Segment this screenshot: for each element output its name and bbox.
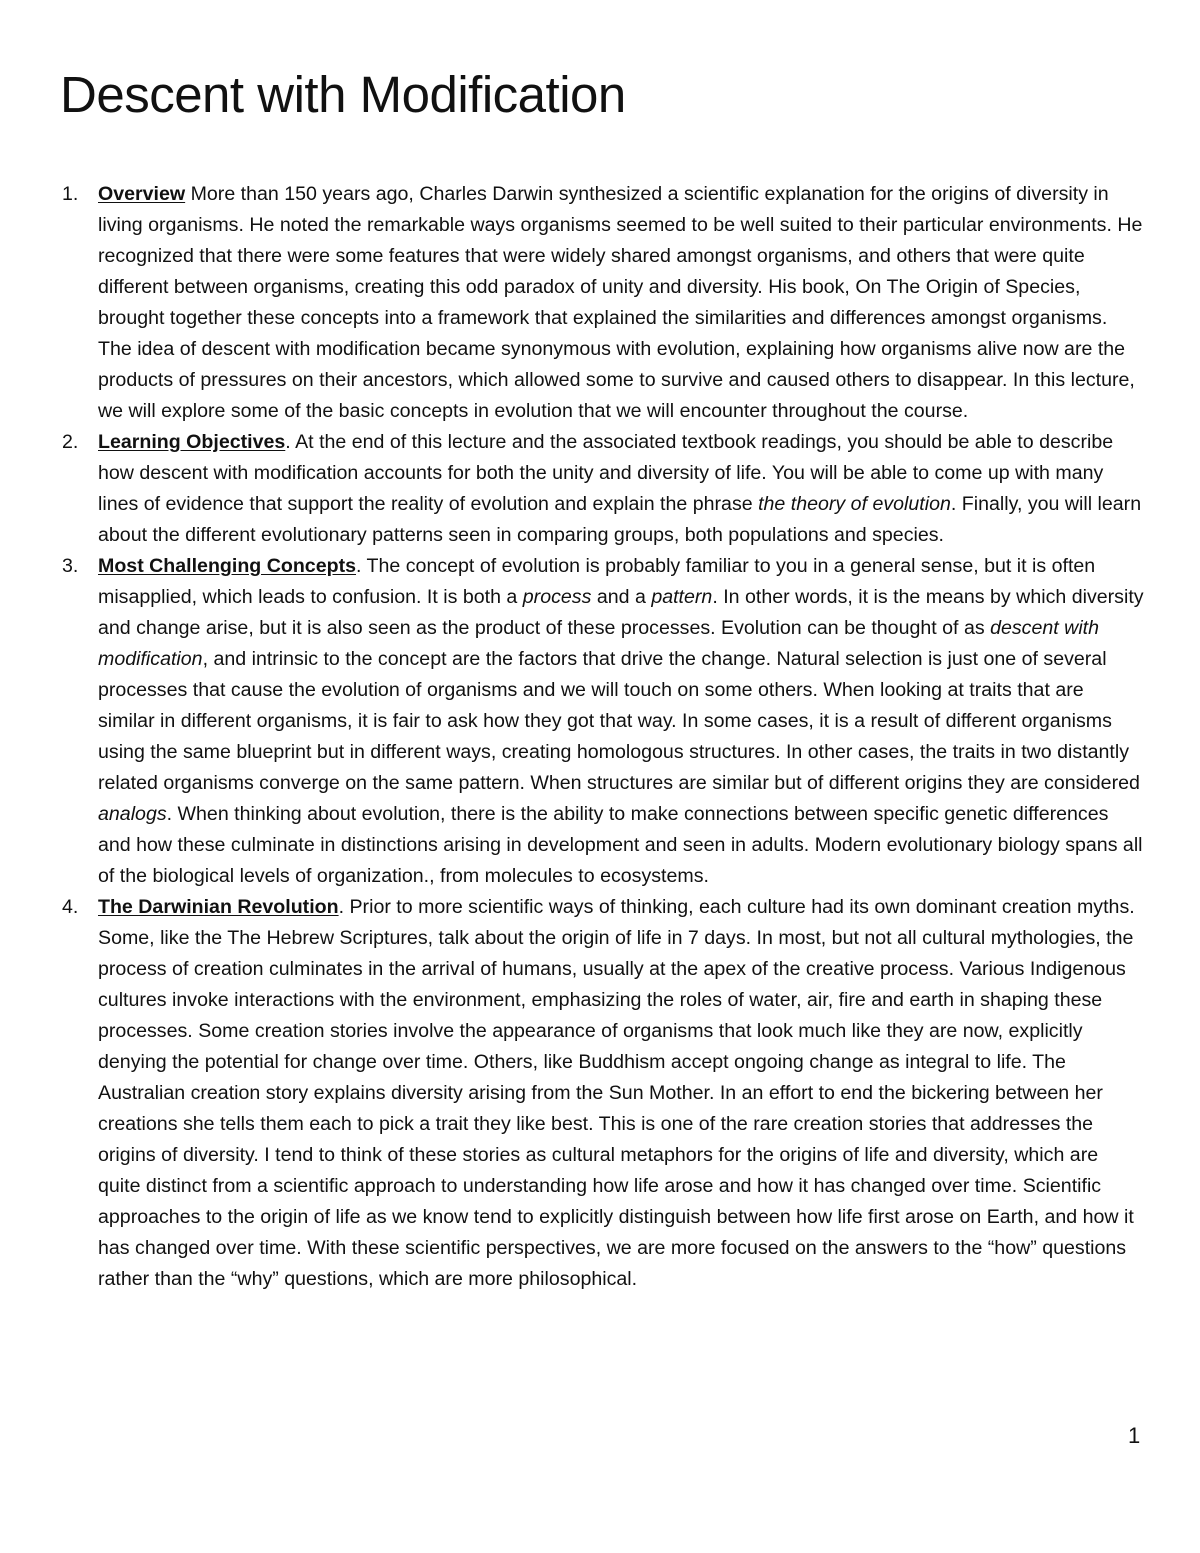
emphasized-text: pattern xyxy=(651,586,713,608)
body-text-run: At the end of this lecture and the associated textbook readings, you should be able to describe how descent with modification accounts for both the unity and diversity of life. You will be able to come up with many lines of evidence that support the reality of evolution and explain the phrase xyxy=(98,431,1114,515)
body-text-run: , and intrinsic to the concept are the factors that drive the change. Natural selection is just one of several processes that cause the evolution of organisms and we will touch on some others. When looking at traits that are similar in different organisms, it is fair to ask how they got that way. In some cases, it is a result of different organisms using the same blueprint but in different ways, creating homologous structures. In other cases, the traits in two distantly related organisms converge on the same pattern. When structures are similar but of different origins they are considered xyxy=(98,648,1140,794)
emphasized-text: descent with modification xyxy=(98,617,1100,670)
body-text-run: More than 150 years ago, Charles Darwin synthesized a scientific explanation for the origins of diversity in living organisms. He noted the remarkable ways organisms seemed to be well suited to their particular environments. He recognized that there were some features that were widely shared amongst organisms, and others that were quite different between organisms, creating this odd paradox of unity and diversity. His book, On The Origin of Species, brought together these concepts into a framework that explained the similarities and differences amongst organisms. The idea of descent with modification became synonymous with evolution, explaining how organisms alive now are the products of pressures on their ancestors, which allowed some to survive and caused others to disappear. In this lecture, we will explore some of the basic concepts in evolution that we will encounter throughout the course. xyxy=(98,183,1143,422)
list-item xyxy=(0,427,1200,551)
list-item xyxy=(0,551,1200,892)
list-item-paragraph xyxy=(98,427,1144,551)
list-item-number: 4. xyxy=(62,896,79,918)
list-item-number: 3. xyxy=(62,555,79,577)
section-term-suffix: . xyxy=(338,896,345,918)
emphasized-text: analogs xyxy=(98,803,167,825)
section-term: Learning Objectives xyxy=(98,431,286,453)
body-text-run: Prior to more scientific ways of thinking, each culture had its own dominant creation myths. Some, like the The Hebrew Scriptures, talk about the origin of life in 7 days. In most, but not all cultural mythologies, the process of creation culminates in the arrival of humans, usually at the apex of the creative process. Various Indigenous cultures invoke interactions with the environment, emphasizing the roles of water, air, fire and earth in shaping these processes. Some creation stories involve the appearance of organisms that look much like they are now, explicitly denying the potential for change over time. Others, like Buddhism accept ongoing change as integral to life. The Australian creation story explains diversity arising from the Sun Mother. In an effort to end the bickering between her creations she tells them each to pick a trait they like best. This is one of the rare creation stories that addresses the origins of diversity. I tend to think of these stories as cultural metaphors for the origins of life and diversity, which are quite distinct from a scientific approach to understanding how life arose and how it has changed over time. Scientific approaches to the origin of life as we know tend to explicitly distinguish between how life first arose on Earth, and how it has changed over time. With these scientific perspectives, we are more focused on the answers to the “how” questions rather than the “why” questions, which are more philosophical. xyxy=(98,896,1135,1290)
body-text-run: . When thinking about evolution, there is the ability to make connections between specific genetic differences and how these culminate in distinctions arising in development and seen in adults. Modern evolutionary biology spans all of the biological levels of organization., from molecules to ecosystems. xyxy=(98,803,1143,887)
list-item-number: 2. xyxy=(62,431,79,453)
list-item xyxy=(0,179,1200,427)
section-term: Most Challenging Concepts xyxy=(98,555,356,577)
section-body xyxy=(98,896,1135,1290)
section-term: The Darwinian Revolution xyxy=(98,896,339,918)
list-item xyxy=(0,892,1200,1295)
section-term-suffix: . xyxy=(356,555,362,577)
emphasized-text: the theory of evolution xyxy=(758,493,951,515)
section-term-suffix: . xyxy=(285,431,291,453)
page-title: Descent with Modification xyxy=(60,66,626,123)
emphasized-text: process xyxy=(522,586,592,608)
page-number: 1 xyxy=(1128,1423,1141,1448)
section-body xyxy=(98,555,1144,887)
list-item-paragraph xyxy=(98,551,1144,892)
list-item-paragraph xyxy=(98,892,1144,1295)
body-text-run: and a xyxy=(591,586,652,608)
body-text-run: . Finally, you will learn about the different evolutionary patterns seen in comparing groups, both populations and species. xyxy=(98,493,1142,546)
body-text-run: . In other words, it is the means by which diversity and change arise, but it is also seen as the product of these processes. Evolution can be thought of as xyxy=(98,586,1144,639)
section-term: Overview xyxy=(98,183,186,205)
numbered-list xyxy=(0,179,1200,1295)
body-text-run: The concept of evolution is probably familiar to you in a general sense, but it is often misapplied, which leads to confusion. It is both a xyxy=(98,555,1096,608)
list-item-paragraph xyxy=(98,179,1144,427)
section-body xyxy=(98,183,1142,422)
list-item-number: 1. xyxy=(62,183,79,205)
